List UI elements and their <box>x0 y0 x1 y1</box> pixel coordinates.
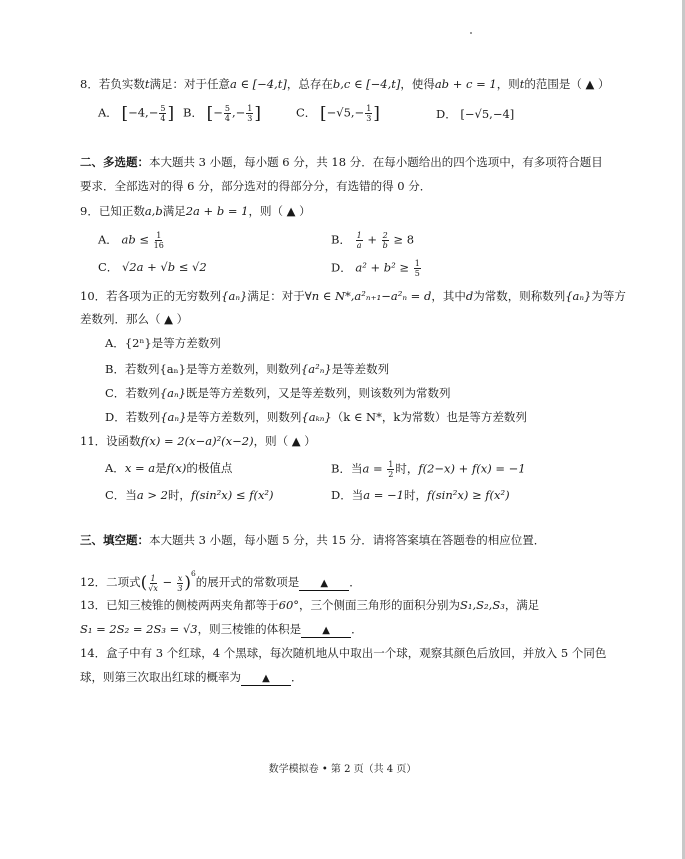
exponent: 6 <box>191 569 196 578</box>
option-text: 若数列 <box>125 410 161 424</box>
numerator: x <box>177 573 183 583</box>
math-expr: f(sin²x) ≥ f(x²) <box>427 488 510 502</box>
text: 满足 <box>162 204 186 218</box>
math-expr: {a²ₙ} <box>300 362 332 376</box>
math-expr: {aₙ} <box>565 289 592 303</box>
math-expr: f(2−x) + f(x) = −1 <box>418 461 526 476</box>
math-expr: ab ≤ <box>121 232 153 247</box>
option-label: A． <box>98 232 118 247</box>
option-label: D． <box>331 260 352 275</box>
option-text: 是 <box>155 461 167 475</box>
math-var: a,b <box>144 204 163 218</box>
option-text: 当 <box>351 488 364 502</box>
text: ，总存在 <box>286 77 333 91</box>
answer-blank[interactable] <box>241 671 291 686</box>
option-text: 时， <box>167 488 191 502</box>
math-var: t <box>144 77 150 91</box>
question-9-stem <box>80 203 311 219</box>
question-9-option-d <box>331 259 422 278</box>
section-2-header <box>80 154 603 170</box>
question-8-stem <box>80 76 609 92</box>
option-label: C． <box>105 488 126 502</box>
math-op: − <box>158 575 176 589</box>
math-expr: f(sin²x) ≤ f(x²) <box>190 488 274 502</box>
text: ，其中 <box>431 289 466 303</box>
bracket: [ <box>319 103 327 124</box>
option-label: B． <box>331 461 351 476</box>
question-8-option-a <box>98 104 174 123</box>
math-expr: {aₙ} <box>159 362 186 376</box>
numerator: 1 <box>388 460 394 469</box>
numerator: 5 <box>224 104 230 113</box>
question-9-option-b <box>331 231 414 250</box>
question-11-option-a <box>105 460 232 476</box>
question-8-option-b <box>183 104 261 123</box>
text: ，使得 <box>400 77 435 91</box>
question-9-option-a <box>98 231 165 250</box>
math-expr: a² + b² ≥ <box>355 260 413 275</box>
option-text: 的极值点 <box>186 461 233 475</box>
text: 若各项为正的无穷数列 <box>106 289 222 303</box>
text: ． <box>351 622 363 636</box>
section-desc: 要求．全部选对的得 6 分，部分选对的得部分分，有选错的得 0 分． <box>80 179 432 193</box>
question-8-option-c <box>296 104 380 123</box>
numerator: 1 <box>247 104 253 113</box>
math-expr: 2a + b = 1 <box>185 204 249 218</box>
option-label: B． <box>331 232 351 247</box>
section-title: 二、多选题： <box>80 155 149 169</box>
option-text: 若数列 <box>124 362 160 376</box>
question-number: 10． <box>80 289 107 303</box>
paren: ) <box>184 573 191 593</box>
math-expr: 60° <box>278 598 300 612</box>
math-expr: {aₙ} <box>160 410 187 424</box>
page-footer: 数学模拟卷 • 第 2 页（共 4 页） <box>268 764 417 775</box>
text: ． <box>291 670 303 684</box>
option-text: 时， <box>395 461 419 476</box>
question-9-option-c <box>98 259 207 275</box>
text: 满足：对于 <box>247 289 305 303</box>
option-label: C． <box>98 260 119 274</box>
denominator: 4 <box>160 114 166 123</box>
question-number: 9． <box>80 204 99 218</box>
denominator: 5 <box>414 269 420 278</box>
text: 设函数 <box>106 434 141 448</box>
question-14-stem-line2 <box>80 669 303 686</box>
question-number: 8． <box>80 77 99 91</box>
question-11-option-c <box>105 487 274 503</box>
fraction <box>224 104 231 123</box>
answer-blank[interactable] <box>299 576 349 591</box>
text: 为常数，则称数列 <box>473 289 566 303</box>
math-expr: −4,− <box>128 105 159 120</box>
text: ，满足 <box>504 598 540 612</box>
math-expr: a ∈ [−4,t] <box>229 77 287 91</box>
question-number: 11． <box>80 434 107 448</box>
bracket: [ <box>206 103 214 124</box>
math-expr: a > 2 <box>136 488 168 502</box>
option-label: A． <box>105 461 125 475</box>
numerator: 1 <box>156 231 162 240</box>
math-expr: ∀n ∈ N*,a²ₙ₊₁−a²ₙ = d <box>304 289 432 303</box>
denominator: 3 <box>247 114 253 123</box>
numerator: 2 <box>382 231 388 240</box>
fraction <box>246 104 253 123</box>
text: ，则三棱锥的体积是 <box>197 622 302 636</box>
text: 已知三棱锥的侧棱两两夹角都等于 <box>106 598 279 612</box>
option-label: A． <box>105 336 125 350</box>
fraction <box>177 574 184 593</box>
text: 球，则第三次取出红球的概率为 <box>80 670 241 684</box>
option-label: D． <box>105 410 126 424</box>
text: ，三个侧面三角形的面积分别为 <box>299 598 461 612</box>
question-number: 12． <box>80 575 107 589</box>
question-10-stem <box>80 288 626 304</box>
math-expr: {aₖₙ} <box>301 410 332 424</box>
question-10-option-d <box>105 409 527 425</box>
option-text: （k ∈ N*，k为常数）也是等方差数列 <box>331 410 527 424</box>
option-label: B． <box>183 105 203 120</box>
math-expr: [−√5,−4] <box>460 107 515 121</box>
question-11-option-d <box>331 487 510 503</box>
math-expr: f(x) <box>166 461 187 475</box>
text: ． <box>349 575 361 589</box>
fraction <box>387 460 394 479</box>
section-2-desc-line2 <box>80 178 431 194</box>
fraction <box>154 231 164 250</box>
math-expr: b,c ∈ [−4,t] <box>332 77 401 91</box>
section-3-header <box>80 532 545 548</box>
text: 的展开式的常数项是 <box>195 575 300 589</box>
answer-marker-icon: ▲ <box>322 625 330 636</box>
answer-marker-icon: ▲ <box>262 673 270 684</box>
math-expr: −√5,− <box>326 105 365 120</box>
bracket: [ <box>121 103 129 124</box>
option-label: A． <box>98 105 118 120</box>
numerator: 1 <box>150 573 156 583</box>
numerator: 1 <box>356 231 362 240</box>
paren: ( <box>140 573 148 593</box>
question-13-stem-line2 <box>80 621 363 638</box>
denominator: 2 <box>388 470 394 479</box>
option-text: 既是等方差数列，又是等差数列，则该数列为常数列 <box>185 386 451 400</box>
math-expr: − <box>213 105 223 120</box>
text: 满足：对于任意 <box>149 77 230 91</box>
option-label: D． <box>331 488 352 502</box>
option-label: C． <box>296 105 317 120</box>
text: ，则（ ▲ ） <box>248 204 311 218</box>
text: ，则（ ▲ ） <box>253 434 316 448</box>
denominator: a <box>356 241 362 250</box>
option-text: 时， <box>404 488 427 502</box>
question-number: 13． <box>80 598 107 612</box>
math-var: t <box>519 77 525 91</box>
answer-blank[interactable] <box>301 623 351 638</box>
math-expr: x = a <box>124 461 156 475</box>
text: 若负实数 <box>98 77 145 91</box>
question-10-option-a <box>105 335 221 351</box>
option-text: 是等方差数列，则数列 <box>186 410 302 424</box>
denominator: 3 <box>366 114 372 123</box>
numerator: 5 <box>160 104 166 113</box>
question-12-stem <box>80 566 361 593</box>
denominator: 4 <box>224 114 230 123</box>
math-expr: ab + c = 1 <box>434 77 497 91</box>
question-13-stem <box>80 597 539 613</box>
section-title: 三、填空题： <box>80 533 149 547</box>
math-op: + <box>363 232 381 247</box>
question-14-stem <box>80 645 606 661</box>
math-expr: S₁,S₂,S₃ <box>460 598 505 612</box>
fraction <box>148 574 158 593</box>
section-desc: 本大题共 3 小题，每小题 6 分，共 18 分．在每小题给出的四个选项中，有多项符合题目 <box>149 155 603 169</box>
option-label: C． <box>105 386 126 400</box>
option-text: {2ⁿ}是等方差数列 <box>124 336 221 350</box>
text: ，则 <box>496 77 520 91</box>
numerator: 1 <box>366 104 372 113</box>
denominator: 16 <box>153 241 164 250</box>
question-8-option-d <box>436 106 514 122</box>
text: 的范围是（ ▲ ） <box>524 77 610 91</box>
text: 二项式 <box>106 575 141 589</box>
math-expr: ,− <box>231 105 246 120</box>
option-text: 是等方差数列，则数列 <box>185 362 301 376</box>
question-11-stem <box>80 433 316 449</box>
answer-marker-icon: ▲ <box>320 578 329 589</box>
denominator: 3 <box>177 583 183 593</box>
text: 为等方 <box>591 289 626 303</box>
text: 差数列．那么（ ▲ ） <box>80 312 189 326</box>
fraction <box>365 104 372 123</box>
text: 已知正数 <box>98 204 145 218</box>
bracket: ] <box>373 103 380 124</box>
option-text: 是等差数列 <box>331 362 390 376</box>
option-text: 若数列 <box>125 386 160 400</box>
math-expr: {aₙ} <box>159 386 186 400</box>
option-text: 当 <box>125 488 137 502</box>
fraction <box>356 231 363 250</box>
math-expr: {aₙ} <box>221 289 248 303</box>
question-11-option-b <box>331 460 526 479</box>
option-label: B． <box>105 362 125 376</box>
math-expr: S₁ = 2S₂ = 2S₃ = √3 <box>80 622 198 636</box>
denominator: b <box>382 241 388 250</box>
numerator: 1 <box>414 259 420 268</box>
fraction <box>382 231 389 250</box>
question-10-stem-line2 <box>80 311 188 327</box>
math-var: d <box>465 289 474 303</box>
text: 盒子中有 3 个红球，4 个黑球，每次随机地从中取出一个球，观察其颜色后放回，并放入 5 个同色 <box>106 646 607 660</box>
math-expr: √2a + √b ≤ √2 <box>121 260 207 274</box>
fraction <box>414 259 421 278</box>
option-text: 当 <box>350 461 363 476</box>
denominator: √x <box>148 583 158 593</box>
question-10-option-b <box>105 361 389 377</box>
question-10-option-c <box>105 385 450 401</box>
question-number: 14． <box>80 646 107 660</box>
scan-mark <box>470 32 472 34</box>
section-desc: 本大题共 3 小题，每小题 5 分，共 15 分．请将答案填在答题卷的相应位置． <box>149 533 546 547</box>
bracket: ] <box>254 103 262 124</box>
option-label: D． <box>436 107 457 121</box>
math-expr: f(x) = 2(x−a)²(x−2) <box>140 434 254 448</box>
fraction <box>159 104 166 123</box>
math-expr: a = <box>362 461 387 476</box>
bracket: ] <box>167 103 175 124</box>
math-expr: ≥ 8 <box>389 232 415 247</box>
math-expr: a = −1 <box>363 488 404 502</box>
